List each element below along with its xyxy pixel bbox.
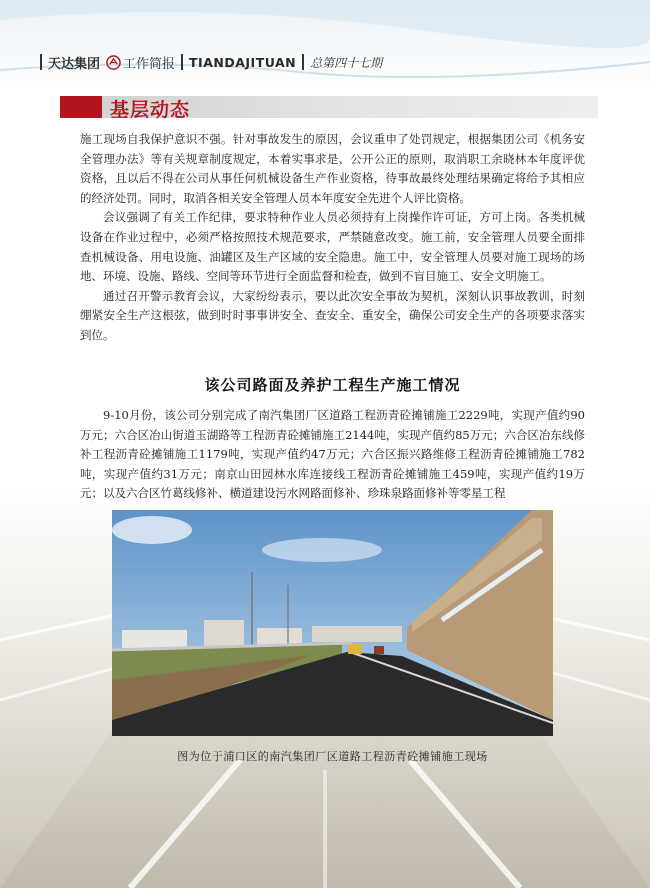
section-banner-accent: [60, 96, 102, 118]
article-body: [80, 406, 585, 504]
paragraph: 施工现场自我保护意识不强。针对事故发生的原因，会议重申了处罚规定，根据集团公司《机务安全管理办法》等有关规章制度规定，本着实事求是、公开公正的原则，取消职工余晓林本年度评优资格，且以后不得在公司从事任何机械设备生产作业资格，待事故最终处理结果确定将给予其相应的经济处罚。同时，取消各相关安全管理人员本年度安全先进个人评比资格。: [80, 132, 585, 205]
company-name: 天达集团: [48, 56, 101, 72]
article-title: 该公司路面及养护工程生产施工情况: [204, 376, 461, 394]
paragraph: 会议强调了有关工作纪律，要求特种作业人员必须持有上岗操作许可证，方可上岗。各类机械设备在作业过程中，必须严格按照技术规范要求，严禁随意改变。施工前，安全管理人员要全面排查机械设备、用电设施、油罐区及生产区域的安全隐患。施工中，安全管理人员要对施工现场的场地、环境、设施、路线、空间等环节进行全面监督和检查，做到不盲目施工、安全文明施工。: [80, 210, 585, 284]
issue-number: 总第四十七期: [310, 55, 383, 70]
paragraph: 通过召开警示教育会议，大家纷纷表示，要以此次安全事故为契机，深刻认识事故教训，时刻绷紧安全生产这根弦，做到时时事事讲安全、查安全、重安全，确保公司安全生产的各项要求落实到位。: [80, 288, 585, 342]
latin-name: TIANDAJITUAN: [189, 54, 297, 70]
page-header: [40, 52, 382, 72]
road-construction-photo: [112, 510, 553, 736]
header-separator: [302, 54, 304, 70]
header-bar: [40, 54, 42, 70]
article-body: [80, 130, 585, 346]
paragraph: 9-10月份，该公司分别完成了南汽集团厂区道路工程沥青砼摊铺施工2229吨，实现产值约90万元；六合区冶山街道玉湖路等工程沥青砼摊铺施工2144吨，实现产值约85万元；六合区冶东线修补工程沥青砼摊铺施工1179吨，实现产值约47万元；六合区振兴路维修工程沥青砼摊铺施工782吨，实现产值约31万元；南京山田园林水库连接线工程沥青砼摊铺施工459吨，实现产值约19万元；以及六合区竹葛线修补、横道建设污水网路面修补、珍珠泉路面修补等零星工程: [80, 408, 585, 501]
photo-caption: 图为位于浦口区的南汽集团厂区道路工程沥青砼摊铺施工现场: [177, 750, 488, 763]
section-title: 基层动态: [110, 99, 191, 121]
publication-name: 工作简报: [123, 56, 176, 72]
header-separator: [181, 54, 183, 70]
section-banner: [60, 96, 598, 121]
company-logo-icon: [106, 55, 121, 70]
